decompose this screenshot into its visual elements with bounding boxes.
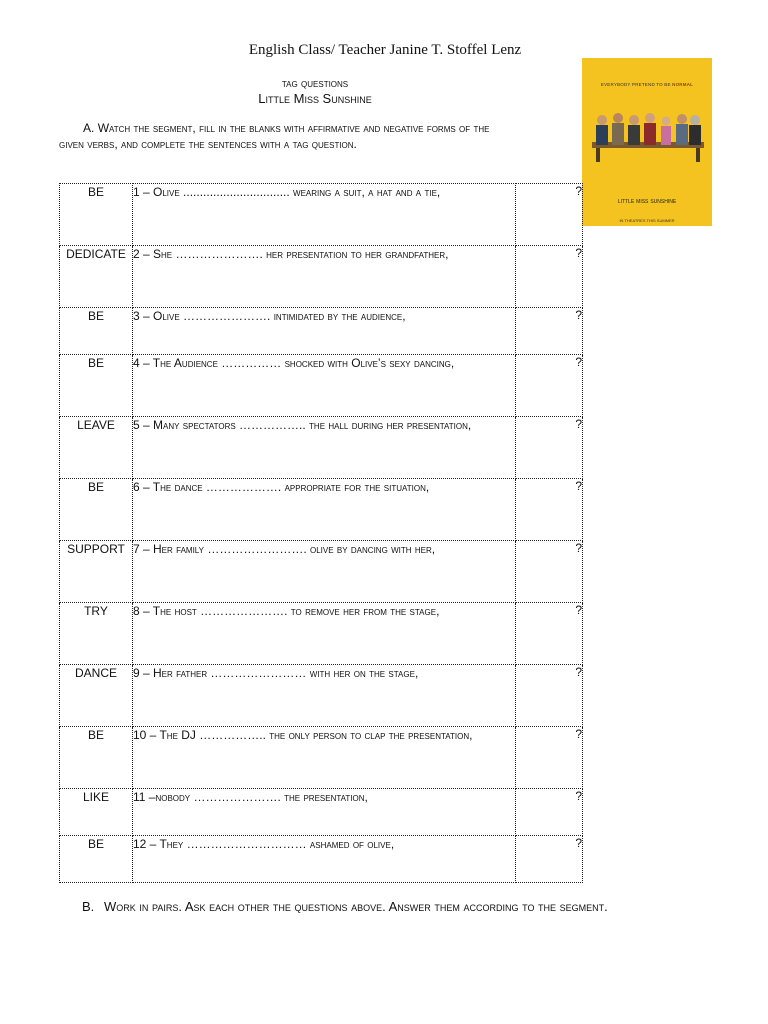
topic-line-2: Little Miss Sunshine [258,91,372,106]
sentence-cell: 8 – The host …………………. to remove her from the stage, [133,603,516,665]
tag-cell: ? [516,184,583,246]
sentence-cell: 6 – The dance ………………. appropriate for the situation, [133,479,516,541]
tag-cell: ? [516,603,583,665]
table-row [60,479,583,541]
sentence-cell: 5 – Many spectators …………….. the hall during her presentation, [133,417,516,479]
topic-title [160,76,470,106]
table-row [60,417,583,479]
tag-cell: ? [516,727,583,789]
table-row [60,603,583,665]
poster-title: little miss sunshine [617,198,677,205]
verb-cell: BE [60,836,133,883]
poster-footer: IN THEATRES THIS SUMMER [619,218,675,223]
poster-tagline-bold: NORMAL [672,82,694,87]
table-row [60,727,583,789]
sentence-cell: 7 – Her family ……………………. olive by dancing with her, [133,541,516,603]
sentence-cell: 2 – She …………………. her presentation to her grandfather, [133,246,516,308]
verb-cell: BE [60,308,133,355]
table-row [60,789,583,836]
sentence-cell: 11 –nobody …………………. the presentation, [133,789,516,836]
tag-cell: ? [516,417,583,479]
topic-line-1: tag questions [281,76,349,90]
table-row [60,308,583,355]
table-row [60,246,583,308]
tag-cell: ? [516,308,583,355]
tag-cell: ? [516,836,583,883]
sentence-cell: 9 – Her father …………………… with her on the stage, [133,665,516,727]
table-row [60,665,583,727]
section-a-label: A. [83,121,95,135]
tag-cell: ? [516,665,583,727]
verb-cell: SUPPORT [60,541,133,603]
sentence-cell: 12 – They ………………………… ashamed of olive, [133,836,516,883]
verb-cell: LIKE [60,789,133,836]
section-b-instructions [82,896,682,918]
section-a-instructions [59,120,509,152]
verb-cell: LEAVE [60,417,133,479]
verb-cell: DANCE [60,665,133,727]
verb-cell: DEDICATE [60,246,133,308]
tag-questions-table [59,183,583,883]
table-row [60,541,583,603]
table-row [60,184,583,246]
sentence-cell: 3 – Olive …………………. intimidated by the audience, [133,308,516,355]
verb-cell: BE [60,355,133,417]
tag-cell: ? [516,541,583,603]
poster-tagline-text: EVERYBODY PRETEND TO BE [600,82,673,87]
tag-cell: ? [516,479,583,541]
verb-cell: TRY [60,603,133,665]
sentence-cell: 4 – The Audience …………… shocked with Olive’s sexy dancing, [133,355,516,417]
family-figures [592,113,704,162]
tag-cell: ? [516,789,583,836]
verb-cell: BE [60,727,133,789]
table-row [60,836,583,883]
page-header: English Class/ Teacher Janine T. Stoffel Lenz [248,42,522,58]
sentence-cell: 1 – Olive ................................ wearing a suit, a hat and a tie, [133,184,516,246]
tag-cell: ? [516,355,583,417]
verb-cell: BE [60,184,133,246]
verb-cell: BE [60,479,133,541]
movie-poster [582,58,712,226]
table-row [60,355,583,417]
sentence-cell: 10 – The DJ …………….. the only person to clap the presentation, [133,727,516,789]
section-b-text: Work in pairs. Ask each other the questions above. Answer them according to the segment. [104,899,608,914]
tag-cell: ? [516,246,583,308]
section-b-label: B. [82,899,95,914]
section-a-text: Watch the segment, fill in the blanks with affirmative and negative forms of the given verbs, and complete the sentences with a tag question. [59,121,490,151]
